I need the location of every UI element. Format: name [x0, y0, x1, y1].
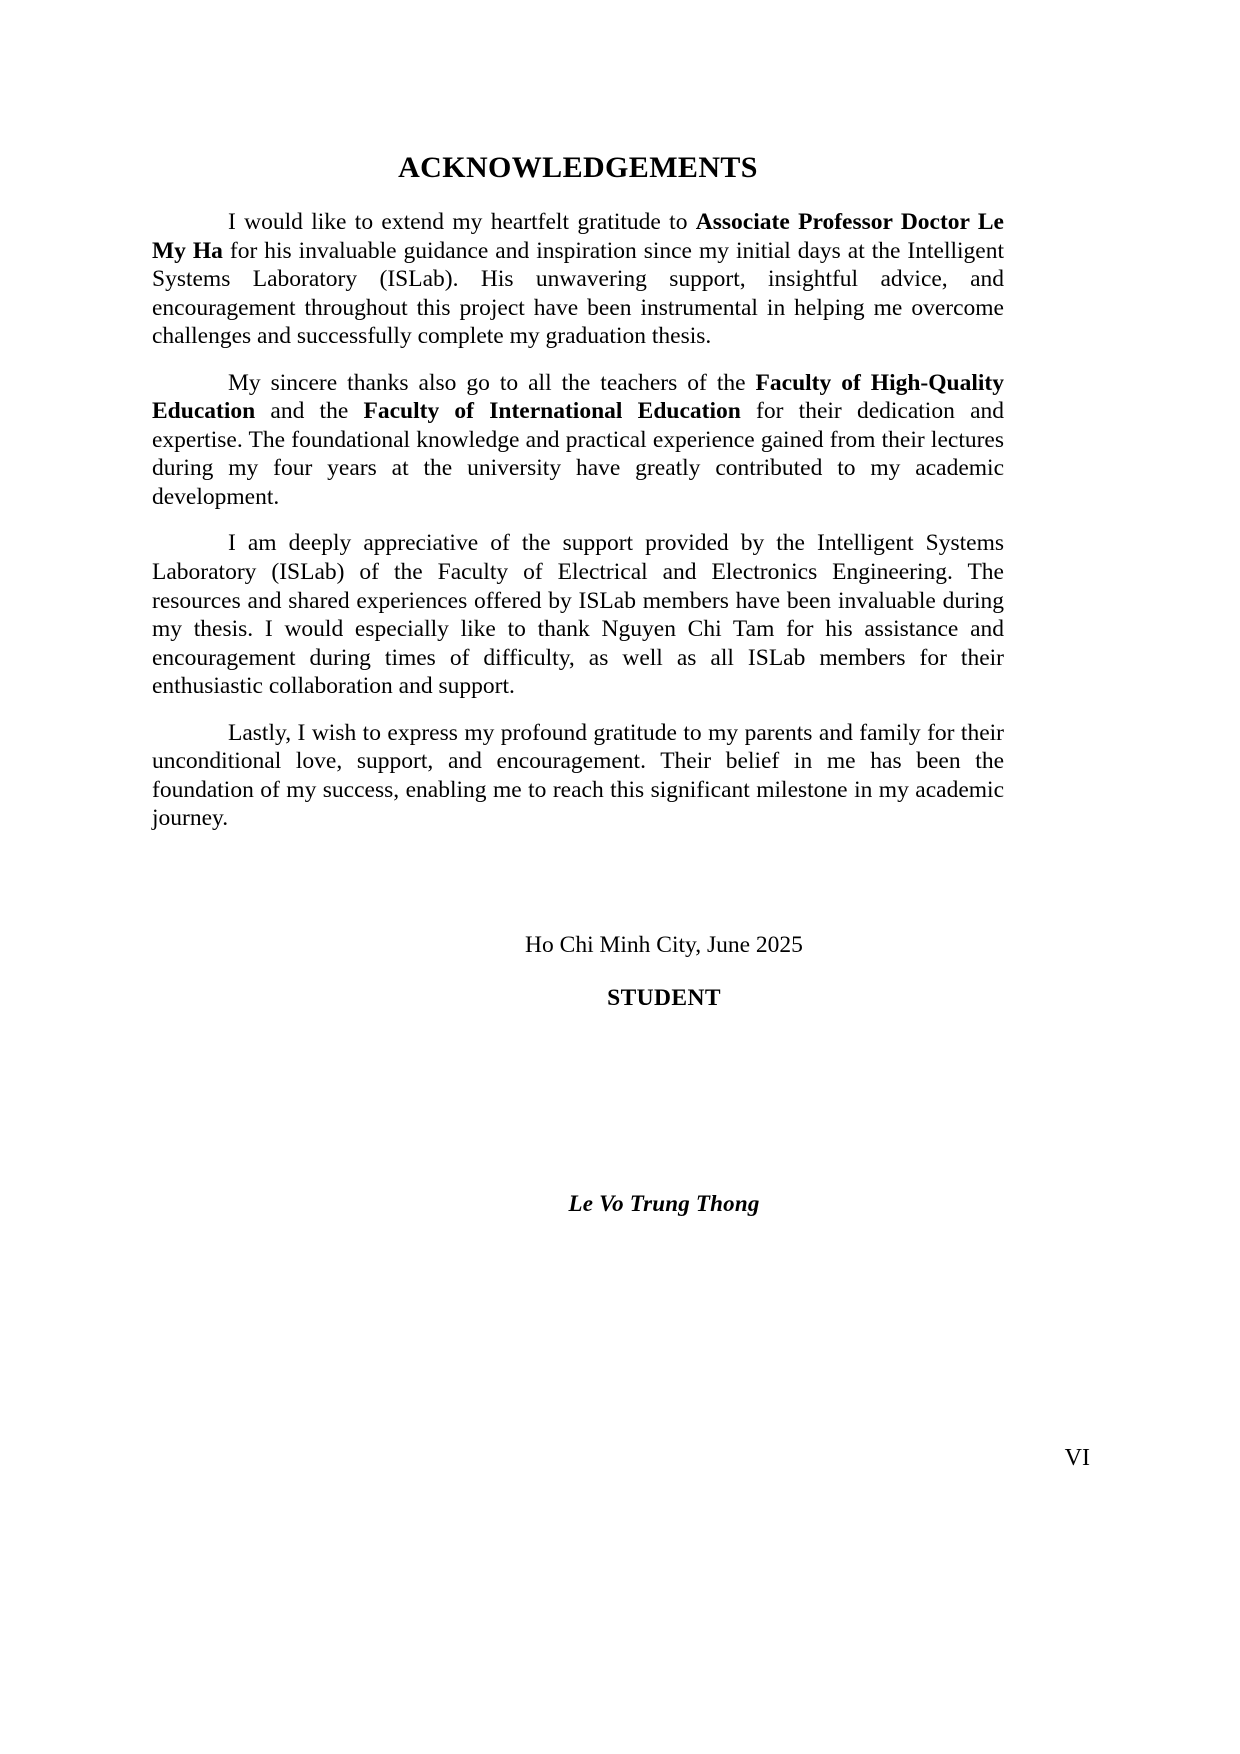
body-text: I am deeply appreciative of the support provided by the Intelligent Systems Laboratory (ISLab) of the Faculty of Electrical and Electronics Engineering. The resources and shared experiences offered by ISLab members have been invaluable during my thesis. I would especially like to thank Nguyen Chi Tam for his assistance and encouragement during times of difficulty, as well as all ISLab members for their enthusiastic collaboration and support. [152, 530, 1004, 700]
emphasis-text: Associate Professor Doctor Le My Ha [152, 209, 1004, 264]
body-text: for their dedication and expertise. The foundational knowledge and practical experience gained from their lectures during my four years at the university have greatly contributed to my academic development. [152, 398, 1004, 510]
signature-name: Le Vo Trung Thong [568, 1191, 760, 1217]
emphasis-text: Faculty of International Education [363, 398, 741, 425]
paragraph-2 [152, 369, 1004, 512]
body-text: I would like to extend my heartfelt gratitude to [228, 209, 696, 235]
body-text: and the [255, 398, 364, 425]
signature-city-date: Ho Chi Minh City, June 2025 [525, 932, 803, 958]
paragraph-4 [152, 719, 1004, 833]
emphasis-text: Faculty of High-Quality Education [152, 369, 1004, 425]
body-text: My sincere thanks also go to all the teachers of the [228, 369, 756, 396]
page-body [152, 150, 1004, 851]
paragraph-3 [152, 529, 1004, 700]
signature-role: STUDENT [607, 984, 721, 1011]
page-title: ACKNOWLEDGEMENTS [398, 151, 758, 184]
paragraph-1 [152, 208, 1004, 351]
signature-block [152, 930, 1004, 1219]
page-number: VI [1064, 1445, 1090, 1471]
body-text: Lastly, I wish to express my profound gratitude to my parents and family for their unconditional love, support, and encouragement. Their belief in me has been the foundation of my success, enabling me to reach this significant milestone in my academic journey. [152, 719, 1004, 832]
body-text: for his invaluable guidance and inspiration since my initial days at the Intelligent Systems Laboratory (ISLab). His unwavering support, insightful advice, and encouragement throughout this project have been instrumental in helping me overcome challenges and successfully complete my graduation thesis. [152, 237, 1004, 350]
